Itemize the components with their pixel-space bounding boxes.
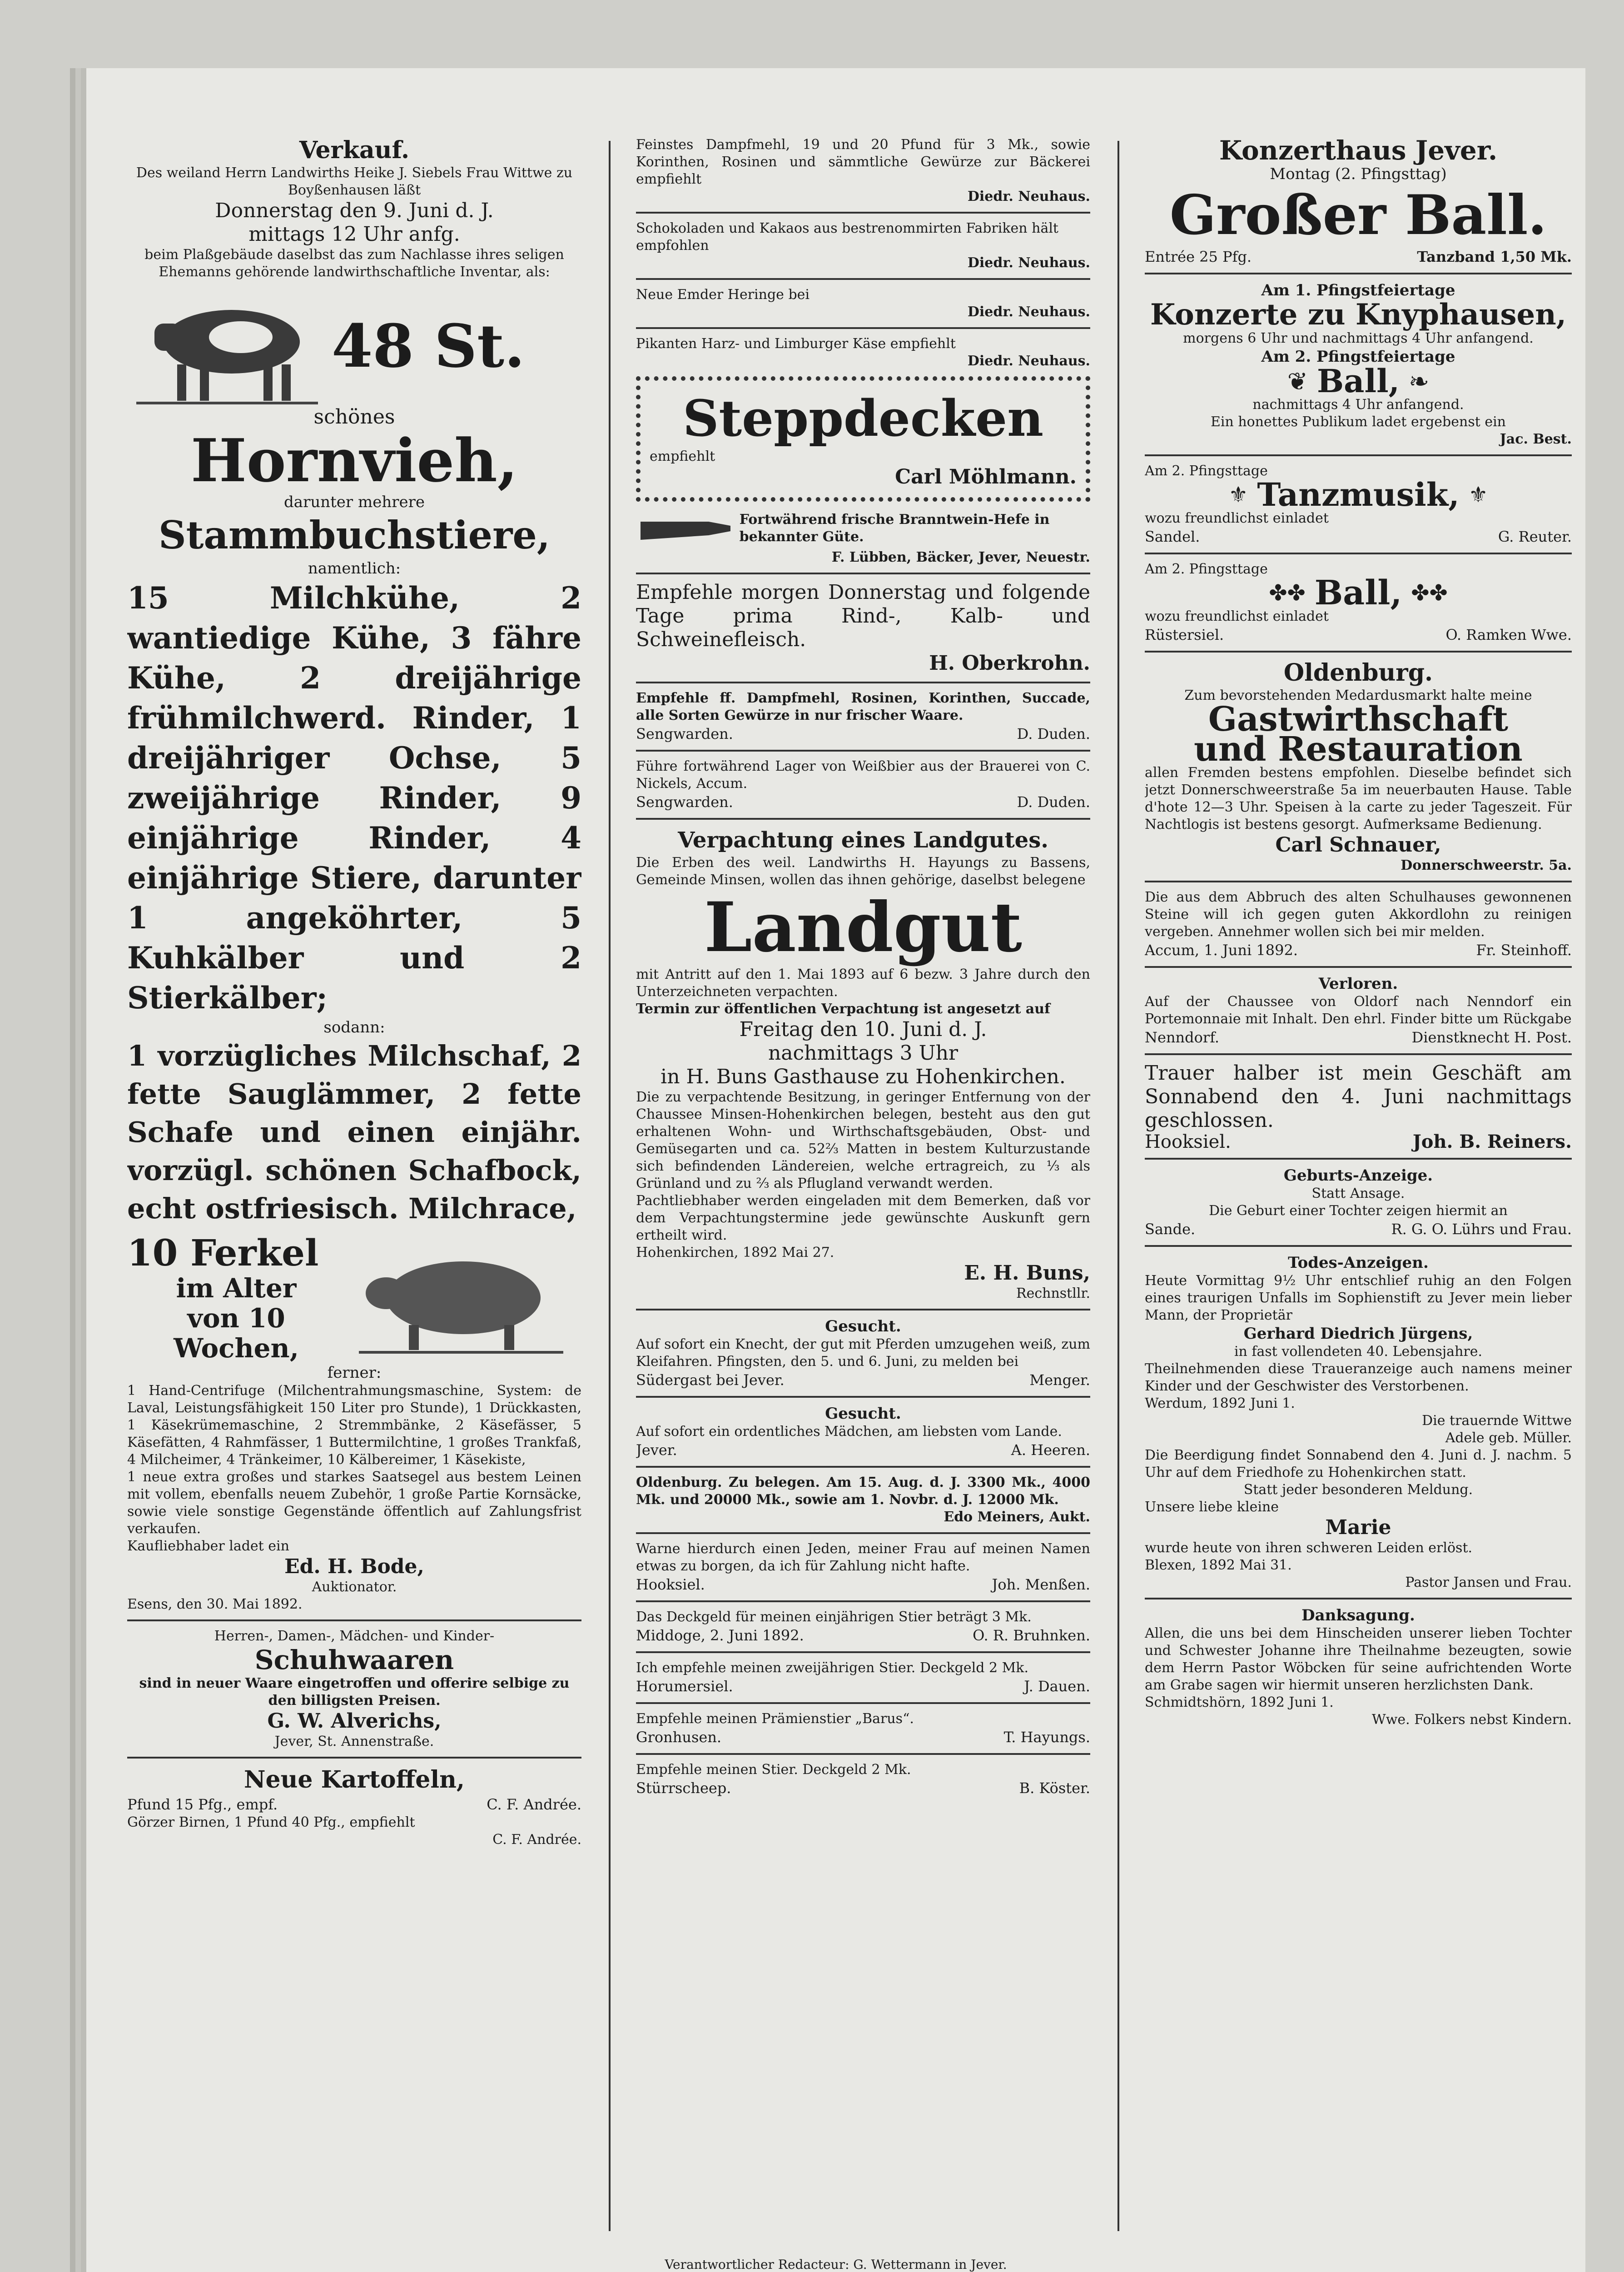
ornament-icon: ⚜ [1468,482,1488,508]
divider [636,1753,1090,1755]
signature: Dienstknecht H. Post. [1411,1029,1572,1046]
ad-text: Herren-, Damen-, Mädchen- und Kinder- [214,1628,495,1644]
ad-text: Unsere liebe kleine [1145,1499,1279,1515]
deceased-name: Marie [1325,1516,1391,1539]
signature: J. Dauen. [1024,1678,1090,1695]
ball-title: Ball, [1316,362,1400,400]
divider [127,1757,581,1759]
ad-text: schönes [313,405,395,428]
gastwirthschaft-title: Gastwirthschaft [1208,700,1509,739]
ad-text: Pikanten Harz- und Limburger Käse empfiehlt [636,336,956,352]
divider [636,818,1090,820]
merchant-name: G. W. Alverichs, [267,1709,442,1733]
divider [636,750,1090,752]
signature: O. Ramken Wwe. [1445,626,1572,643]
ad-title: Gesucht. [825,1317,901,1335]
ad-place: in H. Buns Gasthause zu Hohenkirchen. [661,1065,1066,1088]
place: Hooksiel. [636,1576,705,1593]
merchant-address: Donnerschweerstr. 5a. [1401,857,1572,873]
divider [636,212,1090,214]
ad-text: wurde heute von ihren schweren Leiden erlöst. [1145,1540,1473,1556]
place: Jever. [636,1441,677,1459]
signature: Diedr. Neuhaus. [967,304,1090,320]
place: Stürrscheep. [636,1779,731,1797]
column-2 [636,136,1090,2236]
divider [636,1702,1090,1704]
ad-text: Allen, die uns bei dem Hinscheiden unserer lieben Tochter und Schwester Johanne ihre Theilnahme bezeugten, sowie dem Herrn Pastor Wöbcken für seine aufrichtenden Worte am Grabe sagen wir hiermit unseren herzlichsten Dank. [1145,1625,1572,1693]
ad-text: Des weiland Herrn Landwirths Heike J. Siebels Frau Wittwe zu Boyßenhausen läßt [136,165,573,198]
steppdecken-title: Steppdecken [682,389,1044,448]
place: Sengwarden. [636,793,733,811]
divider [636,1600,1090,1602]
place: Gronhusen. [636,1729,722,1746]
place: Middoge, 2. Juni 1892. [636,1627,804,1644]
ad-text: beim Plaßgebäude daselbst das zum Nachlasse ihres seligen Ehemanns gehörende landwirthschaftliche Inventar, als: [144,247,564,280]
ad-time: morgens 6 Uhr und nachmittags 4 Uhr anfangend. [1183,330,1534,346]
ad-text: Zum bevorstehenden Medardusmarkt halte meine [1184,688,1532,703]
ad-text: im Alter [176,1273,297,1304]
ad-date: Blexen, 1892 Mai 31. [1145,1557,1292,1573]
ad-date: Freitag den 10. Juni d. J. [739,1018,987,1041]
hornvieh-title: Hornvieh, [191,426,518,495]
ad-date: Accum, 1. Juni 1892. [1145,942,1298,959]
ad-text: namentlich: [308,559,401,578]
divider [1145,553,1572,554]
ad-title: Verpachtung eines Landgutes. [678,827,1048,853]
signature: Diedr. Neuhaus. [967,255,1090,271]
ad-text: Die Geburt einer Tochter zeigen hiermit an [1209,1203,1508,1219]
ad-text: Empfehle meinen Prämienstier „Barus“. [636,1711,914,1727]
auctioneer-name: Ed. H. Bode, [284,1555,424,1578]
steppdecken-ad-frame [636,376,1090,502]
ad-time: nachmittags 4 Uhr anfangend. [1252,397,1464,413]
ad-text: Pachtliebhaber werden eingeladen mit dem Bemerken, daß vor dem Verpachtungstermine jede gewünschte Auskunft gern ertheilt wird. [636,1193,1090,1243]
column-1 [127,136,581,2236]
ad-text: Theilnehmenden diese Traueranzeige auch namens meiner Kinder und der Geschwister des Verstorbenen. [1145,1361,1572,1394]
ad-text: sodann: [323,1018,385,1036]
signature: C. F. Andrée. [487,1796,581,1813]
ad-text: Statt jeder besonderen Meldung. [1243,1482,1473,1498]
signature: Adele geb. Müller. [1445,1430,1572,1446]
ad-text: Termin zur öffentlichen Verpachtung ist angesetzt auf [636,1001,1050,1017]
signature: E. H. Buns, [964,1261,1090,1285]
signature: Diedr. Neuhaus. [967,353,1090,369]
column-3 [1145,136,1572,2236]
ad-text: Feinstes Dampfmehl, 19 und 20 Pfund für 3 Mk., sowie Korinthen, Rosinen und sämmtliche Gewürze zur Bäckerei empfiehlt [636,137,1090,187]
ad-date: Am 1. Pfingstfeiertage [1261,281,1455,299]
auctioneer-title: Auktionator. [312,1579,397,1595]
divider [127,1619,581,1621]
ferkel-title: 10 Ferkel [127,1231,319,1274]
signature: Pastor Jansen und Frau. [1405,1574,1572,1590]
ad-text: Die Beerdigung findet Sonnabend den 4. Juni d. J. nachm. 5 Uhr auf dem Friedhofe zu Hohenkirchen statt. [1145,1447,1572,1480]
deceased-name: Gerhard Diedrich Jürgens, [1243,1325,1473,1343]
equipment-list: 1 neue extra großes und starkes Saatsegel aus bestem Leinen mit vollem, ebenfalls neuem Zubehör, 1 große Partie Kornsäcke, sowie viele sonstige Gegenstände öffentlich auf Zahlungsfrist verkaufen. [127,1469,581,1537]
ad-text: Trauer halber ist mein Geschäft am Sonnabend den 4. Juni nachmittags geschlossen. [1145,1061,1572,1132]
divider [1145,1245,1572,1247]
ball-title: Ball, [1314,573,1402,613]
signature: Die trauernde Wittwe [1422,1413,1572,1429]
ornament-icon: ⚜ [1228,482,1248,508]
ad-text: Die aus dem Abbruch des alten Schulhauses gewonnenen Steine will ich gegen guten Akkordlohn zu reinigen vergeben. Annehmer wollen sich bei mir melden. [1145,889,1572,940]
signature: O. R. Bruhnken. [973,1627,1090,1644]
ad-text: empfiehlt [650,448,715,464]
ad-title: Oldenburg. [1283,659,1433,687]
place: Südergast bei Jever. [636,1371,785,1389]
restauration-title: und Restauration [1194,730,1523,769]
ad-text: Empfehle meinen Stier. Deckgeld 2 Mk. [636,1762,911,1778]
schuh-title: Schuhwaaren [254,1644,454,1675]
divider [636,573,1090,574]
divider [1145,1598,1572,1599]
ad-text: darunter mehrere [284,493,425,511]
ad-date: Schmidtshörn, 1892 Juni 1. [1145,1694,1334,1710]
ad-text: wozu freundlichst einladet [1145,608,1329,624]
ad-text: von 10 Wochen, [174,1303,299,1364]
ball-title: Großer Ball. [1169,183,1547,247]
ad-text: Ein honettes Publikum ladet ergebenst ein [1210,414,1506,430]
ad-text: Schokoladen und Kakaos aus bestrenommirten Fabriken hält empfohlen [636,220,1058,254]
ad-title: Verkauf. [299,136,410,164]
equipment-list: 1 Hand-Centrifuge (Milchentrahmungsmaschine, System: de Laval, Leistungsfähigkeit 150 Liter pro Stunde), 1 Drückkasten, 1 Käsekrümemaschine, 2 Stremmbänke, 2 Käsefässer, 5 Käsefätten, 4 Rahmfässer, 1 Buttermilchtine, 1 großes Trankfaß, 4 Milcheimer, 4 Tränkeimer, 10 Kälbereimer, 1 Käsekiste, [127,1383,581,1468]
signature: Diedr. Neuhaus. [967,189,1090,204]
ad-text: Kaufliebhaber ladet ein [127,1538,289,1554]
ad-text: Das Deckgeld für meinen einjährigen Stier beträgt 3 Mk. [636,1609,1032,1625]
column-rule [1117,141,1119,2231]
venue-title: Konzerthaus Jever. [1219,136,1498,166]
ad-text: allen Fremden bestens empfohlen. Dieselbe befindet sich jetzt Donnerschweerstraße 5a im neuerbauten Hause. Table d'hote 12—3 Uhr. Speisen à la carte zu jeder Tageszeit. Für Nachtlogis ist bestens gesorgt. Aufmerksame Bedienung. [1145,765,1572,832]
ad-date: Am 2. Pfingsttage [1145,463,1268,479]
ad-text: wozu freundlichst einladet [1145,510,1329,526]
ad-title: Geburts-Anzeige. [1283,1166,1433,1185]
merchant-name: Carl Schnauer, [1275,833,1441,857]
ad-text: Empfehle ff. Dampfmehl, Rosinen, Korinthen, Succade, alle Sorten Gewürze in nur frischer Waare. [636,690,1090,723]
divider [636,1309,1090,1310]
place: Hooksiel. [1145,1131,1231,1152]
stammbuch-title: Stammbuchstiere, [158,513,551,558]
divider [636,327,1090,329]
ad-text: ferner: [327,1364,382,1382]
ad-text: Die Erben des weil. Landwirths H. Hayungs zu Bassens, Gemeinde Minsen, wollen das ihnen gehörige, daselbst belegene [636,855,1090,888]
divider [1145,651,1572,653]
ad-date: Werdum, 1892 Juni 1. [1145,1395,1295,1411]
ad-text: Fortwährend frische Branntwein-Hefe in bekannter Güte. [739,512,1050,545]
ad-title: Danksagung. [1301,1606,1415,1624]
divider [1145,273,1572,274]
ornament-icon: ❧ [1409,367,1430,396]
ad-time: mittags 12 Uhr anfg. [248,223,460,246]
cow-illustration [127,287,323,405]
cattle-list: 15 Milchkühe, 2 wantiedige Kühe, 3 fähre Kühe, 2 dreijährige frühmilchwerd. Rinder, 1 dreijähriger Ochse, 5 zweijährige Rinder, 9 einjährige Rinder, 4 einjährige Stiere, darunter 1 angeköhrter, 5 Kuhkälber und 2 Stierkälber; [127,580,581,1016]
ad-text: Görzer Birnen, 1 Pfund 40 Pfg., empfiehlt [127,1814,415,1830]
ad-text: Warne hierdurch einen Jeden, meiner Frau auf meinen Namen etwas zu borgen, da ich für Zahlung nicht hafte. [636,1541,1090,1574]
place: Nenndorf. [1145,1029,1220,1046]
ornament-icon: ❦ [1287,367,1308,396]
sheep-list: 1 vorzügliches Milchschaf, 2 fette Sauglämmer, 2 fette Schafe und einen einjähr. vorzügl. schönen Schafbock, echt ostfriesisch. Milchrace, [127,1039,581,1225]
divider [636,1396,1090,1398]
divider [1145,966,1572,968]
kartoffeln-title: Neue Kartoffeln, [243,1766,465,1794]
ad-date: Esens, den 30. Mai 1892. [127,1596,303,1612]
signature: B. Köster. [1019,1779,1090,1797]
divider [636,1466,1090,1468]
divider [1145,1053,1572,1055]
merchant-name: Carl Möhlmann. [895,465,1077,488]
ad-date: Am 2. Pfingstfeiertage [1261,348,1455,366]
signature: Wwe. Folkers nebst Kindern. [1371,1712,1572,1728]
signature: Menger. [1029,1371,1090,1389]
place: Sandel. [1145,528,1200,545]
konzerte-title: Konzerte zu Knyphausen, [1150,298,1567,332]
signature: D. Duden. [1017,725,1090,742]
divider [1145,1158,1572,1160]
divider [1145,454,1572,456]
newspaper-page [86,68,1585,2272]
signature: Fr. Steinhoff. [1476,942,1572,959]
ad-text: Pfund 15 Pfg., empf. [127,1796,278,1813]
merchant-address: Jever, St. Annenstraße. [274,1734,434,1749]
column-rule [609,141,611,2231]
divider [1145,881,1572,882]
pig-illustration [354,1239,568,1357]
divider [636,1651,1090,1653]
signature: F. Lübben, Bäcker, Jever, Neuestr. [831,549,1090,565]
divider [636,278,1090,280]
signature-title: Rechnstllr. [1016,1285,1090,1301]
footer-imprint: Verantwortlicher Redacteur: G. Wettermann in Jever. [665,2257,1007,2272]
ad-text: Oldenburg. Zu belegen. Am 15. Aug. d. J. 3300 Mk., 4000 Mk. und 20000 Mk., sowie am 1. Novbr. d. J. 12000 Mk. [636,1475,1090,1508]
ad-time: nachmittags 3 Uhr [768,1041,959,1065]
ad-text: Heute Vormittag 9½ Uhr entschlief ruhig an den Folgen eines traurigen Unfalls im Sophienstift zu Jever mein lieber Mann, der Proprietär [1145,1273,1572,1323]
divider [636,682,1090,683]
place: Rüstersiel. [1145,626,1224,643]
ad-text: Auf der Chaussee von Oldorf nach Nenndorf ein Portemonnaie mit Inhalt. Den ehrl. Finder bitte um Rückgabe [1145,994,1572,1027]
signature: Edo Meiners, Aukt. [944,1509,1090,1525]
ad-text: Statt Ansage. [1311,1186,1405,1201]
ad-date: Donnerstag den 9. Juni d. J. [215,199,494,222]
ad-text: Führe fortwährend Lager von Weißbier aus der Brauerei von C. Nickels, Accum. [636,758,1090,792]
ad-text: Ich empfehle meinen zweijährigen Stier. Deckgeld 2 Mk. [636,1660,1029,1676]
ad-text: Auf sofort ein ordentliches Mädchen, am liebsten vom Lande. [636,1424,1062,1440]
landgut-title: Landgut [704,887,1022,967]
signature: R. G. O. Lührs und Frau. [1391,1221,1572,1238]
signature: C. F. Andrée. [492,1832,581,1848]
tanzmusik-title: Tanzmusik, [1257,476,1460,513]
price: Entrée 25 Pfg. [1145,248,1252,265]
price: Tanzband 1,50 Mk. [1417,248,1572,265]
ad-date: Hohenkirchen, 1892 Mai 27. [636,1245,834,1261]
signature: Joh. Menßen. [992,1576,1090,1593]
signature: Jac. Best. [1500,431,1572,447]
ad-text: in fast vollendeten 40. Lebensjahre. [1234,1344,1483,1360]
signature: G. Reuter. [1498,528,1572,545]
signature: T. Hayungs. [1003,1729,1090,1746]
ad-title: Gesucht. [825,1405,901,1423]
divider [636,1532,1090,1534]
signature: H. Oberkrohn. [929,652,1090,675]
signature: D. Duden. [1017,793,1090,811]
ornament-icon: ✤✤ [1269,580,1306,606]
place: Sande. [1145,1221,1196,1238]
place: Horumersiel. [636,1678,733,1695]
ad-text: Die zu verpachtende Besitzung, in geringer Entfernung von der Chaussee Minsen-Hohenkirchen belegen, besteht aus den gut erhaltenen Wohn- und Wirthschaftsgebäuden, Obst- und Gemüsegarten und ca. 52⅔ Matten in bestem Kulturzustande sich befindenden Ländereien, welche ertragreich, zu ⅓ als Grünland und zu ⅔ als Pflugland verwandt werden. [636,1089,1090,1191]
ad-date: Am 2. Pfingsttage [1145,561,1268,577]
signature: Joh. B. Reiners. [1412,1131,1572,1152]
ad-text: mit Antritt auf den 1. Mai 1893 auf 6 bezw. 3 Jahre durch den Unterzeichneten verpachten. [636,967,1090,1000]
pointing-hand-icon [636,508,730,549]
ad-title: Todes-Anzeigen. [1288,1254,1429,1272]
ad-text: Empfehle morgen Donnerstag und folgende Tage prima Rind-, Kalb- und Schweinefleisch. [636,581,1090,651]
signature: A. Heeren. [1011,1441,1090,1459]
ornament-icon: ✤✤ [1411,580,1448,606]
ad-text: Montag (2. Pfingsttag) [1270,165,1447,183]
ad-text: Neue Emder Heringe bei [636,287,810,303]
place: Sengwarden. [636,725,733,742]
ad-text: sind in neuer Waare eingetroffen und offerire selbige zu den billigsten Preisen. [139,1675,570,1709]
ad-title: Verloren. [1318,975,1398,993]
count-48: 48 St. [332,311,525,381]
ad-text: Auf sofort ein Knecht, der gut mit Pferden umzugehen weiß, zum Kleifahren. Pfingsten, den 5. und 6. Juni, zu melden bei [636,1336,1090,1370]
